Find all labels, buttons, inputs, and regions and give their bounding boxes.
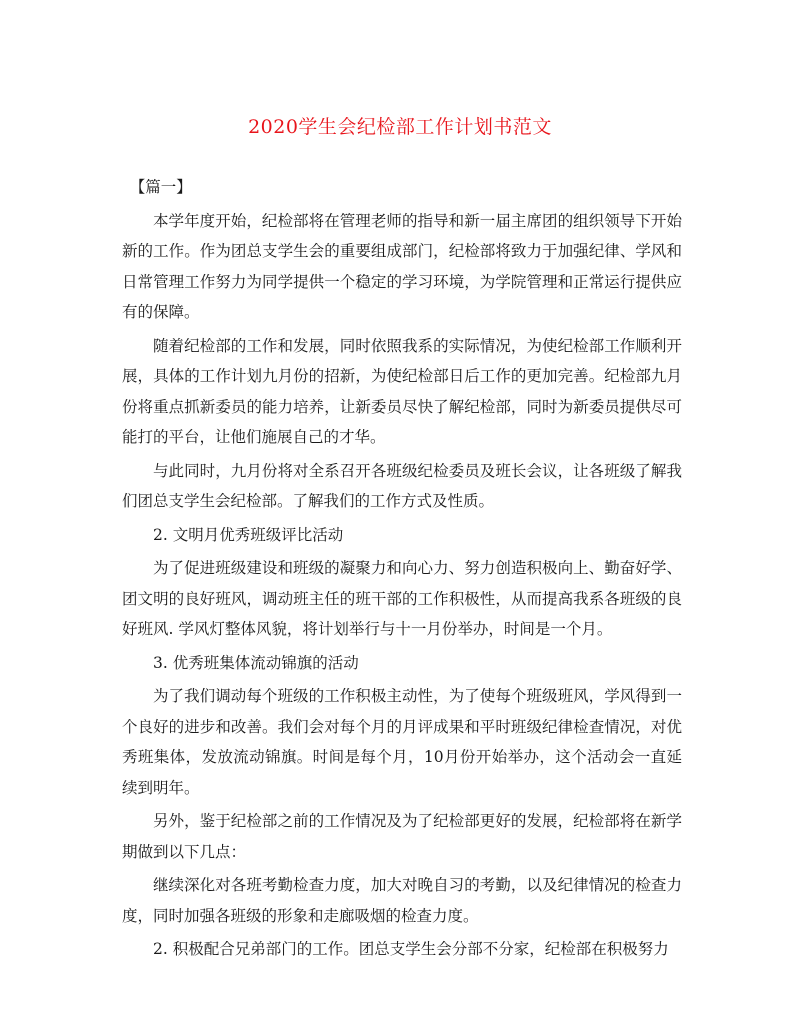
paragraph: 另外，鉴于纪检部之前的工作情况及为了纪检部更好的发展，纪检部将在新学期做到以下几点： xyxy=(122,812,682,861)
section-label: 【篇一】 xyxy=(129,178,192,196)
paragraph: 为了我们调动每个班级的工作积极主动性，为了使每个班级班风，学风得到一个良好的进步和改善。我们会对每个月的月评成果和平时班级纪律检查情况，对优秀班集体，发放流动锦旗。时间是每个月，10月份开始举办，这个活动会一直延续到明年。 xyxy=(122,687,682,797)
list-heading: 3. 优秀班集体流动锦旗的活动 xyxy=(153,653,359,672)
paragraph: 本学年度开始，纪检部将在管理老师的指导和新一届主席团的组织领导下开始新的工作。作为团总支学生会的重要组成部门，纪检部将致力于加强纪律、学风和日常管理工作努力为同学提供一个稳定的学习环境，为学院管理和正常运行提供应有的保障。 xyxy=(122,211,682,321)
paragraph: 为了促进班级建设和班级的凝聚力和向心力、努力创造积极向上、勤奋好学、团文明的良好班风，调动班主任的班干部的工作积极性，从而提高我系各班级的良好班风. 学风灯整体风貌，将计划举行与十一月份举办，时间是一个月。 xyxy=(122,559,682,638)
paragraph: 2. 积极配合兄弟部门的工作。团总支学生会分部不分家，纪检部在积极努力 xyxy=(153,940,669,958)
paragraph: 随着纪检部的工作和发展，同时依照我系的实际情况，为使纪检部工作顺利开展，具体的工作计划九月份的招新，为使纪检部日后工作的更加完善。纪检部九月份将重点抓新委员的能力培养，让新委员尽快了解纪检部，同时为新委员提供尽可能打的平台，让他们施展自己的才华。 xyxy=(122,336,682,446)
document-title: 2020学生会纪检部工作计划书范文 xyxy=(248,116,552,138)
paragraph: 继续深化对各班考勤检查力度，加大对晚自习的考勤，以及纪律情况的检查力度，同时加强各班级的形象和走廊吸烟的检查力度。 xyxy=(122,876,682,925)
paragraph: 与此同时，九月份将对全系召开各班级纪检委员及班长会议，让各班级了解我们团总支学生会纪检部。了解我们的工作方式及性质。 xyxy=(122,461,682,510)
list-heading: 2. 文明月优秀班级评比活动 xyxy=(153,525,344,544)
document-body xyxy=(122,172,682,968)
